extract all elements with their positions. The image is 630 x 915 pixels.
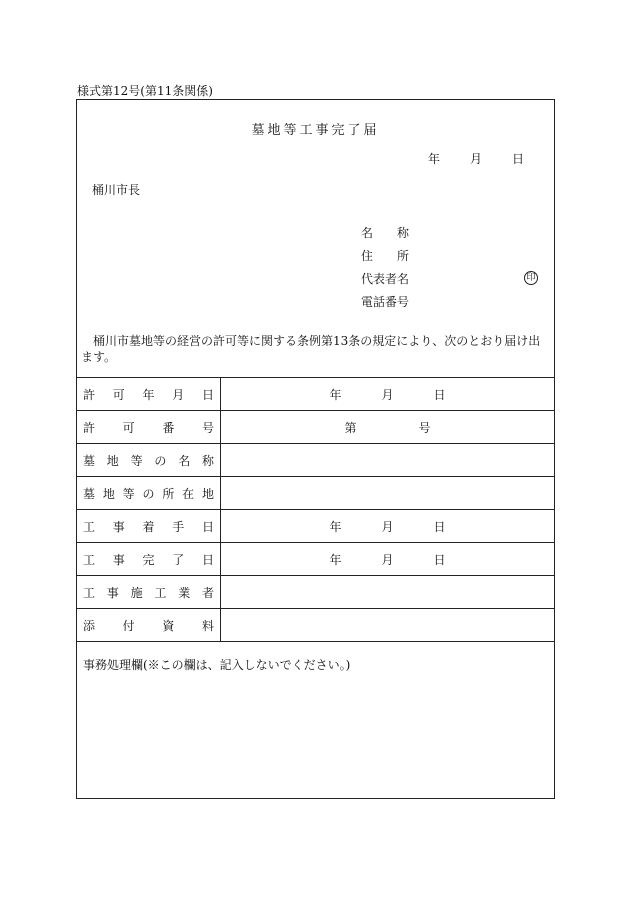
row-label-char: 料 (201, 618, 214, 633)
row-label-char: 名 (178, 453, 191, 468)
row-label-char: 等 (122, 486, 135, 501)
row-value-char: 月 (381, 552, 394, 567)
row-value-char: 日 (433, 519, 446, 534)
row-label-char: 在 (182, 486, 195, 501)
table-row (77, 510, 555, 543)
applicant-name-row (361, 225, 541, 248)
items-table (76, 377, 555, 642)
applicant-name-label: 名 称 (361, 226, 409, 240)
row-label-char: 工 (83, 519, 96, 534)
row-label-char: 者 (201, 585, 214, 600)
row-label-char: 日 (201, 387, 214, 402)
row-label (77, 510, 221, 543)
applicant-block (361, 225, 541, 317)
row-label-char: 号 (201, 420, 214, 435)
row-label (77, 543, 221, 576)
applicant-address-row (361, 248, 541, 271)
table-row (77, 444, 555, 477)
row-value-field[interactable] (221, 543, 555, 576)
seal-mark: 印 (524, 271, 538, 285)
table-row (77, 609, 555, 642)
row-value-char: 日 (433, 387, 446, 402)
table-row (77, 378, 555, 411)
row-label-char: 番 (162, 420, 175, 435)
date-month: 月 (469, 152, 482, 166)
row-label (77, 576, 221, 609)
row-label-char: 工 (154, 585, 167, 600)
table-row (77, 543, 555, 576)
row-value-char: 第 (344, 420, 357, 435)
row-value-field[interactable] (221, 378, 555, 411)
row-label-char: 付 (122, 618, 135, 633)
row-value-field[interactable] (221, 609, 555, 642)
date-year: 年 (427, 152, 440, 166)
row-label-char: 地 (201, 486, 214, 501)
applicant-representative-row (361, 271, 541, 294)
row-value-field[interactable] (221, 477, 555, 510)
table-row (77, 411, 555, 444)
table-row (77, 576, 555, 609)
row-label (77, 477, 221, 510)
row-label-char: 了 (172, 552, 185, 567)
row-label-char: 墓 (83, 486, 96, 501)
row-label-char: 資 (162, 618, 175, 633)
row-value-char: 月 (381, 387, 394, 402)
applicant-representative-label: 代表者名 (361, 272, 410, 286)
row-value-field[interactable] (221, 444, 555, 477)
row-value-char: 月 (381, 519, 394, 534)
row-label-char: 着 (142, 519, 155, 534)
row-label-char: 添 (83, 618, 96, 633)
applicant-address-label: 住 所 (361, 249, 409, 263)
submission-date (428, 150, 524, 167)
row-label-char: 所 (162, 486, 175, 501)
form-frame (76, 99, 555, 799)
table-row (77, 477, 555, 510)
row-label-char: 称 (201, 453, 214, 468)
row-value-char: 号 (418, 420, 431, 435)
row-value-char: 年 (329, 552, 342, 567)
row-label-char: の (154, 453, 167, 468)
row-value-char: 年 (329, 387, 342, 402)
row-label-char: 地 (106, 453, 119, 468)
row-label-char: 完 (142, 552, 155, 567)
row-label-char: 可 (112, 387, 125, 402)
row-label-char: 許 (83, 420, 96, 435)
office-use-note: 事務処理欄(※この欄は、記入しないでください。) (83, 658, 351, 672)
row-label (77, 378, 221, 411)
form-number: 様式第12号(第11条関係) (77, 84, 213, 98)
date-day: 日 (511, 152, 524, 166)
row-value-field[interactable] (221, 411, 555, 444)
row-label-char: 工 (83, 552, 96, 567)
row-label-char: 年 (142, 387, 155, 402)
row-label-char: 手 (172, 519, 185, 534)
row-label (77, 444, 221, 477)
row-label-char: 地 (102, 486, 115, 501)
row-label-char: 事 (112, 552, 125, 567)
row-label-char: 業 (178, 585, 191, 600)
row-label-char: 工 (83, 585, 96, 600)
row-label (77, 411, 221, 444)
row-label-char: 墓 (83, 453, 96, 468)
addressee: 桶川市長 (92, 183, 141, 197)
applicant-phone-row (361, 294, 541, 317)
row-label-char: 等 (130, 453, 143, 468)
row-label-char: 月 (172, 387, 185, 402)
row-label-char: 事 (106, 585, 119, 600)
row-label-char: 日 (201, 552, 214, 567)
row-label-char: の (142, 486, 155, 501)
form-title: 墓地等工事完了届 (251, 123, 380, 138)
row-label-char: 許 (83, 387, 96, 402)
statement-text: 桶川市墓地等の経営の許可等に関する条例第13条の規定により、次のとおり届け出ます。 (81, 334, 541, 364)
row-label-char: 日 (201, 519, 214, 534)
row-value-char: 日 (433, 552, 446, 567)
row-label-char: 施 (130, 585, 143, 600)
row-value-char: 年 (329, 519, 342, 534)
row-value-field[interactable] (221, 510, 555, 543)
row-label-char: 可 (122, 420, 135, 435)
row-label-char: 事 (112, 519, 125, 534)
applicant-phone-label: 電話番号 (361, 295, 410, 309)
row-value-field[interactable] (221, 576, 555, 609)
row-label (77, 609, 221, 642)
